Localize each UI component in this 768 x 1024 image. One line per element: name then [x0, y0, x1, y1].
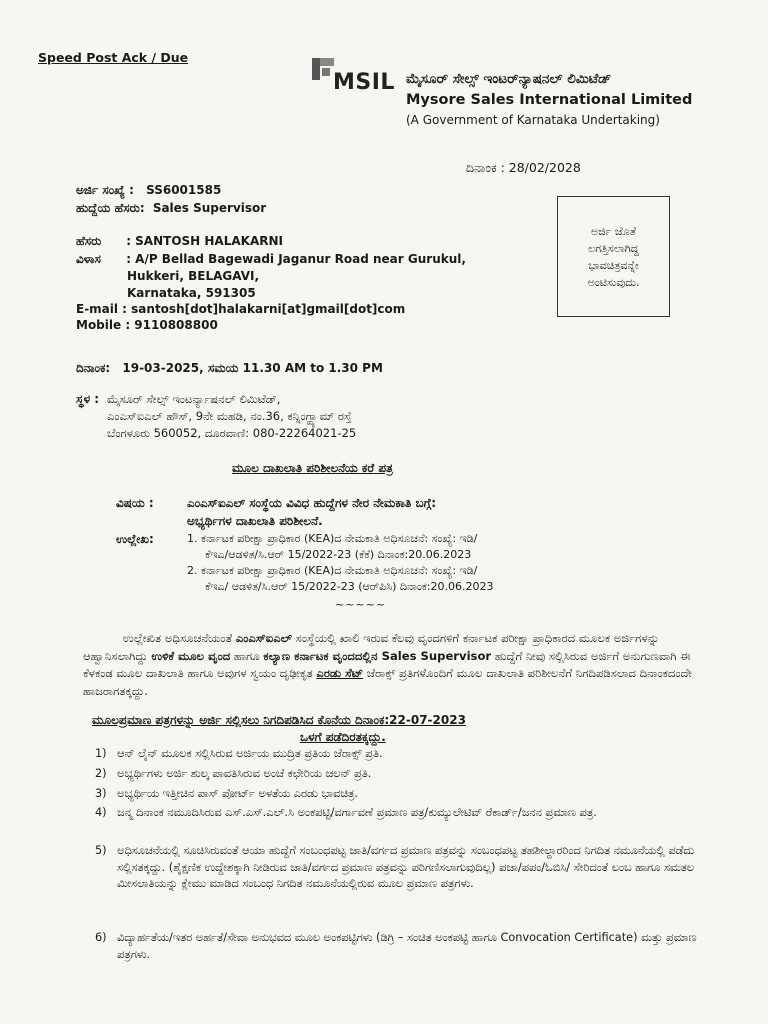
reference-1-line-2: ಕೆಇಎ/ಆಡಳಿತ/ಸಿ.ಆರ್ 15/2022-23 (ಕೆಕೆ) ದಿನಾಂಕ:20.06.2023: [205, 548, 472, 561]
para-bold-2: ಉಳಿಕೆ ಮೂಲ ವೃಂದ: [151, 648, 231, 663]
address-label: ವಿಳಾಸ: [76, 252, 101, 266]
document-item-number: 2): [95, 767, 107, 780]
speed-post-label: Speed Post Ack / Due: [38, 50, 189, 65]
document-item-text: ಅಧಿಸೂಚನೆಯಲ್ಲಿ ಸೂಚಿಸಿರುವಂತೆ ಆಯಾ ಹುದ್ದೆಗೆ ಸಂಬಂಧಪಟ್ಟ ಜಾತಿ/ವರ್ಗದ ಪ್ರಮಾಣ ಪತ್ರವನ್ನು ಸಂಬಂಧಪಟ್ಟ ತಹಶೀಲ್ದಾರರಿಂದ ನಿಗದಿತ ನಮೂನೆಯಲ್ಲಿ ಪಡೆದು ಸಲ್ಲಿಸತಕ್ಕದ್ದು. (ಶೈಕ್ಷಣಿಕ ಉದ್ದೇಶಕ್ಕಾಗಿ ನೀಡಿರುವ ಜಾತಿ/ವರ್ಗದ ಪ್ರಮಾಣ ಪತ್ರವನ್ನು ಪರಿಗಣಿಸಲಾಗುವುದಿಲ್ಲ) ಪಜಾ/ಪಪಂ/ಓಬಿಸಿ/ ಸೇರಿದಂತೆ ಲಂಬ ಹಾಗೂ ಸಮತಲ ಮೀಸಲಾತಿಯನ್ನು ಕ್ಲೇಮು ಮಾಡಿದ ಸಂಬಂಧ ನಿಗದಿತ ನಮೂನೆಯಲ್ಲಿರುವ ಮೂಲ ಪ್ರಮಾಣ ಪತ್ರಗಳು.: [117, 844, 695, 890]
address-line-3: Karnataka, 591305: [127, 286, 256, 300]
schedule-date-label: ದಿನಾಂಕ:: [76, 361, 111, 375]
post-name: Sales Supervisor: [152, 201, 267, 215]
documents-heading-line-2: ಒಳಗೆ ಪಡೆದಿರತಕ್ಕದ್ದು.: [300, 730, 386, 744]
schedule-row: [76, 361, 383, 376]
reference-label: ಉಲ್ಲೇಖ:: [116, 532, 154, 546]
para-bold-3: ಕಲ್ಯಾಣ ಕರ್ನಾಟಕ ವೃಂದದಲ್ಲಿನ Sales Supervisor: [263, 648, 492, 663]
application-number-row: [76, 183, 221, 198]
document-item-text: ಜನ್ಮ ದಿನಾಂಕ ನಮೂದಿಸಿರುವ ಎಸ್.ಎಸ್.ಎಲ್.ಸಿ ಅಂಕಪಟ್ಟಿ/ವರ್ಗಾವಣೆ ಪ್ರಮಾಣ ಪತ್ರ/ಕುಮ್ಯುಲೇಟಿವ್ ರೆಕಾರ್ಡ್/ಜನನ ಪ್ರಮಾಣ ಪತ್ರ.: [117, 806, 597, 819]
reference-2-line-1: 2. ಕರ್ನಾಟಕ ಪರೀಕ್ಷಾ ಪ್ರಾಧಿಕಾರ (KEA)ದ ನೇಮಕಾತಿ ಅಧಿಸೂಚನೆ: ಸಂಖ್ಯೆ: ಇಡಿ/: [187, 564, 478, 577]
address-line-1: : A/P Bellad Bagewadi Jaganur Road near Gurukul,: [126, 252, 466, 266]
application-number-label: ಅರ್ಜಿ ಸಂಖ್ಯೆ :: [76, 183, 134, 197]
logo-text: MSIL: [333, 70, 395, 95]
document-item-number: 3): [95, 787, 107, 800]
document-item-number: 5): [95, 844, 107, 857]
document-item-text: ಅಭ್ಯರ್ಥಿಯ ಇತ್ತೀಚಿನ ಪಾಸ್ ಪೋರ್ಟ್ ಅಳತೆಯ ಎರಡು ಭಾವಚಿತ್ರ.: [117, 787, 358, 800]
para-text-4: ಹುದ್ದೆಗೆ ನೀವು ಸಲ್ಲಿಸಿರುವ ಅರ್ಜಿಗೆ ಅನುಗುಣವಾಗಿ ಈ ಕೆಳಕಂಡ ಮೂಲ ದಾಖಲಾತಿ ಹಾಗೂ ಅವುಗಳ ಸ್ವಯಂ ದೃಢೀಕೃತ: [83, 648, 691, 680]
separator: ~~~~~: [335, 598, 387, 611]
venue-address: ಮೈಸೂರ್ ಸೇಲ್ಸ್ ಇಂಟರ್ನ್ಯಾಷನಲ್ ಲಿಮಿಟೆಡ್, ಎಂಎಸ್‌ಐಎಲ್ ಹೌಸ್, 9ನೇ ಮಹಡಿ, ನಂ.36, ಕನ್ನಿಂಗ್ಹ್ಯಾಮ್ ರಸ್ತೆ ಬೆಂಗಳೂರು 560052, ದೂರವಾಣಿ: 080-22264021-25: [107, 392, 357, 440]
reference-2-line-2: ಕೆಇಎ/ ಆಡಳಿತ/ಸಿ.ಆರ್ 15/2022-23 (ಆರ್‌ಪಿಸಿ) ದಿನಾಂಕ:20.06.2023: [205, 580, 494, 593]
schedule-date-value: 19-03-2025, ಸಮಯ 11.30 AM to 1.30 PM: [122, 361, 383, 375]
document-item-number: 4): [95, 806, 107, 819]
mobile: Mobile : 9110808800: [76, 318, 218, 332]
email: E-mail : santosh[dot]halakarni[at]gmail[dot]com: [76, 302, 406, 316]
company-name-english: Mysore Sales International Limited: [406, 92, 693, 108]
document-item-number: 6): [95, 931, 107, 944]
address-row: [76, 252, 466, 267]
applicant-name-row: [76, 234, 283, 249]
documents-heading-line-1: ಮೂಲಪ್ರಮಾಣ ಪತ್ರಗಳನ್ನು ಅರ್ಜಿ ಸಲ್ಲಿಸಲು ನಿಗದಿಪಡಿಸಿದ ಕೊನೆಯ ದಿನಾಂಕ:22-07-2023: [92, 713, 466, 727]
para-text-1: ಉಲ್ಲೇಖಿತ ಅಧಿಸೂಚನೆಯಂತೆ: [123, 631, 236, 645]
letter-title: ಮೂಲ ದಾಖಲಾತಿ ಪರಿಶೀಲನೆಯ ಕರೆ ಪತ್ರ: [232, 461, 393, 475]
reference-1-line-1: 1. ಕರ್ನಾಟಕ ಪರೀಕ್ಷಾ ಪ್ರಾಧಿಕಾರ (KEA)ದ ನೇಮಕಾತಿ ಅಧಿಸೂಚನೆ: ಸಂಖ್ಯೆ: ಇಡಿ/: [187, 532, 478, 545]
venue-label: ಸ್ಥಳ :: [76, 392, 100, 406]
para-bold-4: ಎರಡು ಸೆಟ್: [316, 666, 364, 680]
para-text-2: ಸಂಸ್ಥೆಯಲ್ಲಿ ಖಾಲಿ ಇರುವ ಕೆಲವು ವೃಂದಗಳಿಗೆ ಕರ್ನಾಟಕ ಪರೀಕ್ಷಾ ಪ್ರಾಧಿಕಾರದ ಮೂಲಕ ಅರ್ಜಿಗಳನ್ನು ಆಹ್ವಾನಿಸಲಾಗಿದ್ದು: [83, 631, 660, 663]
applicant-name: : SANTOSH HALAKARNI: [126, 234, 283, 248]
address-line-2: Hukkeri, BELAGAVI,: [127, 269, 260, 283]
para-text-5: ಜೆರಾಕ್ಸ್ ಪ್ರತಿಗಳೊಂದಿಗೆ ಮೂಲ ದಾಖಲಾತಿ ಪರಿಶೀಲನೆಗೆ ನಿಗದಿಪಡಿಸಲಾದ ದಿನಾಂಕದಂದೇ ಹಾಜರಾಗತಕ್ಕದ್ದು.: [83, 666, 692, 698]
applicant-name-label: ಹೆಸರು: [76, 234, 102, 248]
application-number: SS6001585: [146, 183, 222, 197]
subject-label: ವಿಷಯ :: [116, 496, 154, 510]
document-item-number: 1): [95, 747, 107, 760]
document-item-text: ಆನ್ ಲೈನ್ ಮೂಲಕ ಸಲ್ಲಿಸಿರುವ ಅರ್ಜಿಯ ಮುದ್ರಿತ ಪ್ರತಿಯ ಜೆರಾಕ್ಸ್ ಪ್ರತಿ.: [117, 747, 383, 760]
body-paragraph: [83, 630, 703, 700]
subject-line-1: ಎಂಎಸ್‌ಐಎಲ್ ಸಂಸ್ಥೆಯ ವಿವಿಧ ಹುದ್ದೆಗಳ ನೇರ ನೇಮಕಾತಿ ಬಗ್ಗೆ:: [187, 496, 437, 510]
company-name-kannada: ಮೈಸೂರ್ ಸೇಲ್ಸ್ ಇಂಟರ್‌ನ್ಯಾಷನಲ್ ಲಿಮಿಟೆಡ್: [406, 71, 612, 87]
letter-date: ದಿನಾಂಕ : 28/02/2028: [466, 160, 581, 175]
document-item-text: ವಿದ್ಯಾರ್ಹತೆಯ/ಇತರ ಅರ್ಹತೆ/ಸೇವಾ ಅನುಭವದ ಮೂಲ ಅಂಕಪಟ್ಟಿಗಳು (ಡಿಗ್ರಿ – ಸಂಚಿತ ಅಂಕಪಟ್ಟಿ ಹಾಗೂ Convocation Certificate) ಮತ್ತು ಪ್ರಮಾಣ ಪತ್ರಗಳು.: [117, 931, 697, 961]
subject-line-2: ಅಭ್ಯರ್ಥಿಗಳ ದಾಖಲಾತಿ ಪರಿಶೀಲನೆ.: [187, 514, 323, 528]
company-subtitle: (A Government of Karnataka Undertaking): [406, 113, 660, 127]
para-text-3: ಹಾಗೂ: [230, 648, 264, 663]
para-bold-1: ಎಂಎಸ್‌ಐಎಲ್: [235, 631, 292, 645]
document-item-text: ಅಭ್ಯರ್ಥಿಗಳು ಅರ್ಜಿ ಶುಲ್ಕ ಪಾವತಿಸಿರುವ ಅಂಚೆ ಕಛೇರಿಯ ಚಲನ್ ಪ್ರತಿ.: [117, 767, 372, 780]
post-name-label: ಹುದ್ದೆಯ ಹೆಸರು:: [76, 201, 145, 215]
photo-box: ಅರ್ಜಿ ಜೊತೆ ಲಗತ್ತಿಸಲಾಗಿದ್ದ ಭಾವಚಿತ್ರವನ್ನೇ ಅಂಟಿಸುವುದು.: [557, 196, 670, 317]
post-name-row: [76, 201, 266, 216]
msil-logo-icon: [312, 58, 334, 92]
